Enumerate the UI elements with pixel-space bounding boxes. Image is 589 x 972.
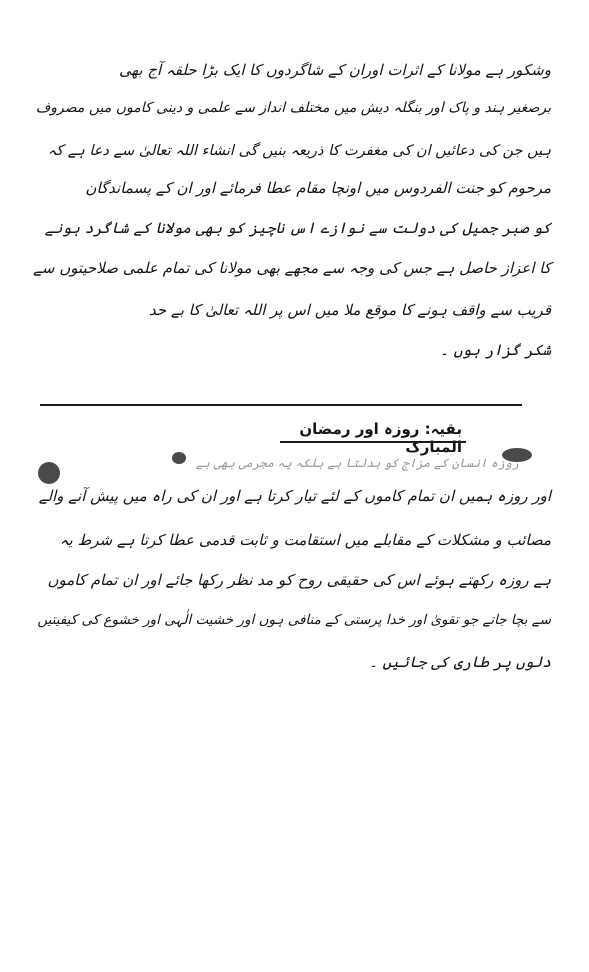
paragraph-1-line-2: برصغیر ہند و پاک اور بنگلہ دیش میں مختلف انداز سے علمی و دینی کاموں میں مصروف bbox=[35, 100, 551, 116]
section-2-line-3: ہے روزہ رکھتے ہوئے اس کی حقیقی روح کو مد نظر رکھا جائے اور ان تمام کاموں bbox=[47, 571, 551, 589]
faded-text-line: روزہ انسان کے مزاج کو بدلتا ہے بلکہ یہ مجرمی بھی ہے bbox=[195, 456, 519, 470]
ink-smudge bbox=[172, 452, 186, 464]
ink-smudge bbox=[38, 462, 60, 484]
section-2-line-2: مصائب و مشکلات کے مقابلے میں استقامت و ثابت قدمی عطا کرتا ہے شرط یہ bbox=[59, 531, 551, 549]
section-2-line-5: دلوں پر طاری کی جائیں ۔ bbox=[368, 653, 551, 671]
section-2-line-4: سے بچا جاتے جو تقویٰ اور خدا پرستی کے منافی ہوں اور خشیت الٰہی اور خشوع کی کیفیتیں bbox=[37, 612, 551, 628]
paragraph-1-line-6: کا اعزاز حاصل ہے جس کی وجہ سے مجھے بھی مولانا کی تمام علمی صلاحیتوں سے bbox=[33, 259, 551, 277]
paragraph-1-line-5: کو صبر جمیل کی دولت سے نوازے اس ناچیز کو بھی مولانا کے شاگرد ہونے bbox=[44, 219, 551, 237]
paragraph-1-line-7: قریب سے واقف ہونے کا موقع ملا میں اس پر اللہ تعالیٰ کا بے حد bbox=[149, 301, 551, 319]
section-heading-underline bbox=[280, 441, 466, 443]
paragraph-1-line-3: ہیں جن کی دعائیں ان کی مغفرت کا ذریعہ بنیں گی انشاء اللہ تعالیٰ سے دعا ہے کہ bbox=[47, 143, 551, 159]
paragraph-1-line-4: مرحوم کو جنت الفردوس میں اونچا مقام عطا فرمائے اور ان کے پسماندگان bbox=[85, 179, 551, 197]
section-2-line-1: اور روزہ ہمیں ان تمام کاموں کے لئے تیار کرتا ہے اور ان کی راہ میں پیش آنے والے bbox=[38, 487, 551, 505]
paragraph-1-line-8: شکر گزار ہوں ۔ bbox=[440, 341, 551, 359]
section-heading: بقیہ: روزہ اور رمضان المبارک bbox=[299, 420, 462, 456]
paragraph-1-line-1: وشکور ہے مولانا کے اثرات اوران کے شاگردوں کا ایک بڑا حلقہ آج بھی bbox=[119, 61, 551, 79]
section-divider bbox=[40, 404, 522, 406]
